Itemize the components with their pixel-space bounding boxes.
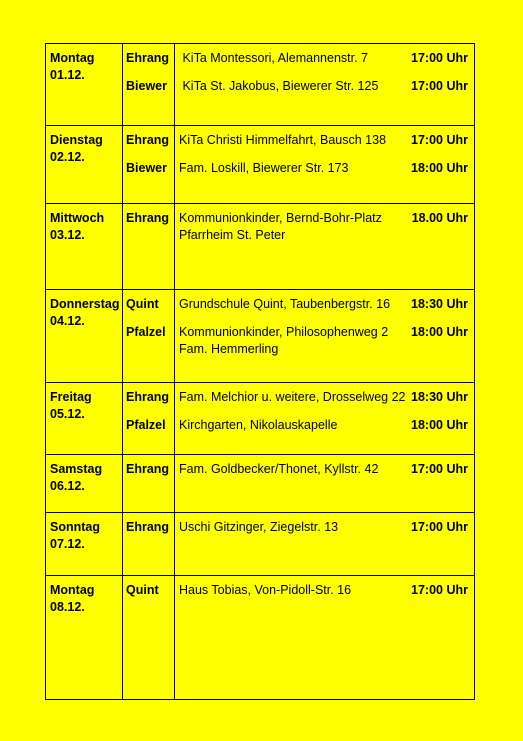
- place-name: Ehrang: [126, 51, 170, 65]
- place-cell: [123, 455, 175, 513]
- detail-cell: [175, 126, 475, 204]
- event-location: Uschi Gitzinger, Ziegelstr. 13: [179, 520, 339, 534]
- event-location: Fam. Melchior u. weitere, Drosselweg 22: [179, 390, 406, 404]
- day-cell: [46, 44, 123, 126]
- place-name: Quint: [126, 583, 159, 597]
- date: 05.12.: [50, 407, 85, 421]
- event-time: 18:30 Uhr: [411, 297, 468, 311]
- place-name: Pfalzel: [126, 325, 166, 339]
- table-row: [46, 455, 475, 513]
- event-location: Haus Tobias, Von-Pidoll-Str. 16: [179, 583, 352, 597]
- place-name: Pfalzel: [126, 418, 166, 432]
- place-name: Ehrang: [126, 133, 170, 147]
- day-cell: [46, 455, 123, 513]
- list-item: [179, 210, 468, 244]
- detail-cell: [175, 513, 475, 576]
- place-name: Quint: [126, 297, 159, 311]
- place-name: Ehrang: [126, 462, 170, 476]
- place-cell: [123, 204, 175, 290]
- day-cell: [46, 126, 123, 204]
- list-item: [179, 132, 468, 149]
- weekday: Freitag: [50, 390, 92, 404]
- detail-cell: [175, 455, 475, 513]
- table-row: [46, 204, 475, 290]
- weekday: Montag: [50, 583, 95, 597]
- event-time: 17:00 Uhr: [411, 79, 468, 93]
- place-cell: [123, 290, 175, 383]
- list-item: [179, 461, 468, 478]
- detail-cell: [175, 44, 475, 126]
- date: 08.12.: [50, 600, 85, 614]
- event-location: Kommunionkinder, Bernd-Bohr-Platz Pfarrheim St. Peter: [179, 211, 382, 242]
- event-time: 18.00 Uhr: [411, 211, 468, 225]
- list-item: [179, 324, 468, 358]
- event-location: KiTa Christi Himmelfahrt, Bausch 138: [179, 133, 387, 147]
- day-cell: [46, 576, 123, 700]
- table-row: [46, 576, 475, 700]
- place-cell: [123, 513, 175, 576]
- event-location: Kirchgarten, Nikolauskapelle: [179, 418, 338, 432]
- place-cell: [123, 383, 175, 455]
- event-time: 17:00 Uhr: [411, 520, 468, 534]
- event-time: 18:00 Uhr: [411, 418, 468, 432]
- event-location: KiTa St. Jakobus, Biewerer Str. 125: [179, 79, 379, 93]
- event-time: 17:00 Uhr: [411, 583, 468, 597]
- date: 06.12.: [50, 479, 85, 493]
- date: 04.12.: [50, 314, 85, 328]
- weekday: Mittwoch: [50, 211, 105, 225]
- place-name: Ehrang: [126, 390, 170, 404]
- date: 02.12.: [50, 150, 85, 164]
- place-name: Ehrang: [126, 520, 170, 534]
- day-cell: [46, 204, 123, 290]
- list-item: [179, 582, 468, 599]
- weekday: Samstag: [50, 462, 103, 476]
- detail-cell: [175, 576, 475, 700]
- event-location: Kommunionkinder, Philosophenweg 2 Fam. Hemmerling: [179, 325, 389, 356]
- event-time: 17:00 Uhr: [411, 462, 468, 476]
- day-cell: [46, 513, 123, 576]
- table-row: [46, 383, 475, 455]
- weekday: Dienstag: [50, 133, 103, 147]
- event-time: 18:30 Uhr: [411, 390, 468, 404]
- detail-cell: [175, 383, 475, 455]
- day-cell: [46, 290, 123, 383]
- table-row: [46, 513, 475, 576]
- list-item: [179, 78, 468, 95]
- table-row: [46, 44, 475, 126]
- table-row: [46, 126, 475, 204]
- list-item: [179, 50, 468, 67]
- list-item: [179, 519, 468, 536]
- event-time: 18:00 Uhr: [411, 325, 468, 339]
- place-cell: [123, 44, 175, 126]
- detail-cell: [175, 290, 475, 383]
- place-cell: [123, 126, 175, 204]
- table-row: [46, 290, 475, 383]
- date: 03.12.: [50, 228, 85, 242]
- list-item: [179, 160, 468, 177]
- date: 01.12.: [50, 68, 85, 82]
- place-name: Biewer: [126, 79, 167, 93]
- place-name: Ehrang: [126, 211, 170, 225]
- weekday: Sonntag: [50, 520, 100, 534]
- weekday: Montag: [50, 51, 95, 65]
- date: 07.12.: [50, 537, 85, 551]
- day-cell: [46, 383, 123, 455]
- place-cell: [123, 576, 175, 700]
- list-item: [179, 389, 468, 406]
- detail-cell: [175, 204, 475, 290]
- event-time: 17:00 Uhr: [411, 51, 468, 65]
- event-location: Fam. Goldbecker/Thonet, Kyllstr. 42: [179, 462, 379, 476]
- list-item: [179, 417, 468, 434]
- place-name: Biewer: [126, 161, 167, 175]
- event-time: 18:00 Uhr: [411, 161, 468, 175]
- event-location: Fam. Loskill, Biewerer Str. 173: [179, 161, 349, 175]
- event-time: 17:00 Uhr: [411, 133, 468, 147]
- weekday: Donnerstag: [50, 297, 120, 311]
- event-location: KiTa Montessori, Alemannenstr. 7: [179, 51, 368, 65]
- schedule-table: [45, 43, 475, 700]
- event-location: Grundschule Quint, Taubenbergstr. 16: [179, 297, 391, 311]
- list-item: [179, 296, 468, 313]
